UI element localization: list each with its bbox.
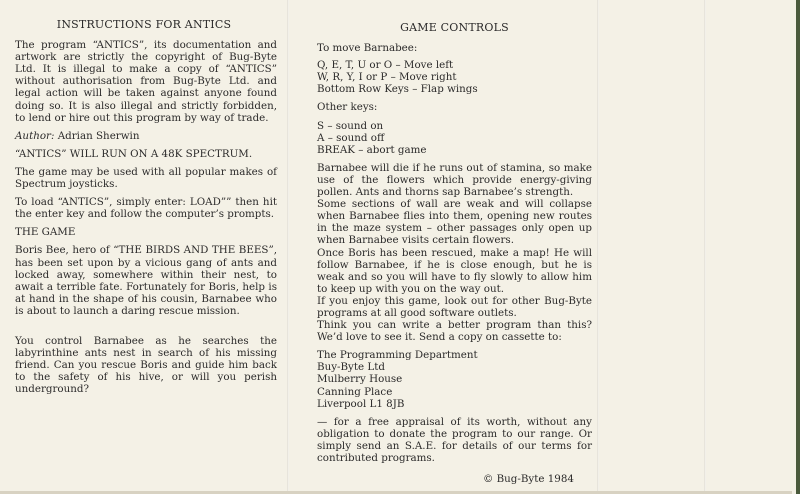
other-heading: Other keys:	[317, 101, 378, 114]
controls-panel	[317, 22, 592, 470]
move-heading: To move Barnabee:	[317, 42, 418, 55]
walls-text: Some sections of wall are weak and will collapse when Barnabee flies into them, opening new routes in the maze system – other passages only open up when Barnabee visits certain flowers.	[317, 198, 592, 247]
load-instructions: To load “ANTICS”, simply enter: LOAD”” then hit the enter key and follow the computer’s prompts.	[15, 196, 277, 221]
copyright-mark: © Bug-Byte 1984	[483, 473, 574, 485]
address-line: Liverpool L1 8JB	[317, 397, 405, 410]
instructions-panel	[15, 19, 277, 401]
joystick-line: The game may be used with all popular makes of Spectrum joysticks.	[15, 165, 277, 191]
address	[317, 349, 592, 409]
spectrum-line: “ANTICS” WILL RUN ON A 48K SPECTRUM.	[15, 147, 253, 160]
stamina-text: Barnabee will die if he runs out of stamina, so make use of the flowers which provide energy-giving pollen. Ants and thorns sap Barnabee’s strength.	[317, 161, 592, 199]
control-line: Bottom Row Keys – Flap wings	[317, 83, 478, 96]
appraisal-text: — for a free appraisal of its worth, without any obligation to donate the program to our range. Or simply send an S.A.E. for details of our terms for contributed programs.	[317, 415, 592, 464]
enjoy-text: If you enjoy this game, look out for other Bug-Byte programs at all good software outlets.	[317, 294, 592, 319]
other-controls	[317, 120, 592, 156]
mission-text: You control Barnabee as he searches the labyrinthine ants nest in search of his missing friend. Can you rescue Boris and guide him back to the safety of his hive, or will you perish underground?	[15, 334, 277, 396]
copyright-notice: The program “ANTICS”, its documentation and artwork are strictly the copyright of Bug-Byte Ltd. It is illegal to make a copy of “ANTICS” without authorisation from Bug-Byte Ltd. and legal action will be taken against anyone found doing so. It is also illegal and strictly forbidden, to lend or hire out this program by way of trade.	[15, 39, 277, 124]
address-line: Canning Place	[317, 385, 393, 398]
move-controls	[317, 59, 592, 95]
game-heading: THE GAME	[15, 226, 76, 239]
fold-line	[287, 0, 289, 494]
story-text: Boris Bee, hero of “THE BIRDS AND THE BEES”, has been set upon by a vicious gang of ants and locked away, somewhere within their nest, to await a terrible fate. Fortunately for Boris, help is at hand in the shape of his cousin, Barnabee who is about to launch a daring rescue mission.	[15, 244, 277, 317]
author-line	[15, 130, 277, 142]
address-line: The Programming Department	[317, 349, 478, 362]
better-program-text: Think you can write a better program than this? We’d love to see it. Send a copy on cassette to:	[317, 319, 592, 344]
author-name: Adrian Sherwin	[57, 129, 140, 142]
spacer	[15, 323, 277, 335]
fold-line	[597, 0, 599, 494]
controls-title: GAME CONTROLS	[400, 21, 509, 34]
control-line: A – sound off	[317, 131, 385, 144]
address-line: Buy-Byte Ltd	[317, 361, 385, 374]
instructions-title: INSTRUCTIONS FOR ANTICS	[56, 18, 232, 31]
address-line: Mulberry House	[317, 373, 403, 386]
control-line: Q, E, T, U or O – Move left	[317, 59, 454, 72]
control-line: S – sound on	[317, 119, 384, 132]
control-line: BREAK – abort game	[317, 143, 427, 156]
control-line: W, R, Y, I or P – Move right	[317, 71, 457, 84]
rescued-text: Once Boris has been rescued, make a map! He will follow Barnabee, if he is close enough, but he is weak and so you will have to fly slowly to allow him to keep up with you on the way out.	[317, 246, 592, 295]
fold-line	[704, 0, 706, 494]
author-label: Author:	[15, 129, 55, 142]
